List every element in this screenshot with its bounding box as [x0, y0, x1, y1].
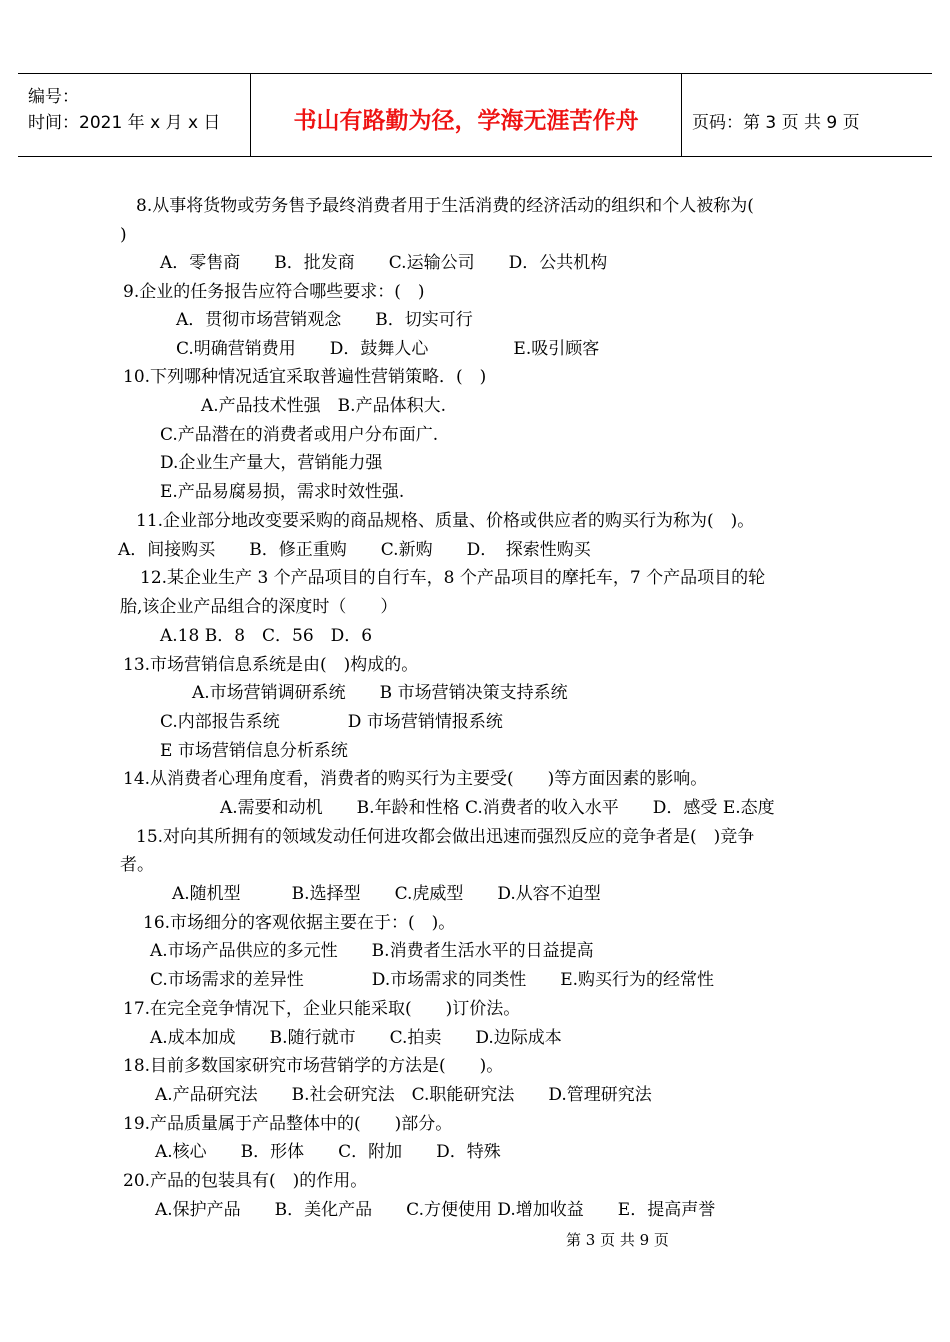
option-line: A.保护产品 B．美化产品 C.方便使用 D.增加收益 E．提高声誉: [155, 1200, 716, 1220]
option-line: A．贯彻市场营销观念 B．切实可行: [176, 310, 473, 330]
header-motto-cell: [251, 74, 682, 156]
option-line: A.产品研究法 B.社会研究法 C.职能研究法 D.管理研究法: [155, 1085, 652, 1105]
option-line: A.产品技术性强 B.产品体积大.: [201, 396, 446, 416]
question-line: 10.下列哪种情况适宜采取普遍性营销策略．( ): [123, 367, 487, 387]
option-line: A.市场营销调研系统 B 市场营销决策支持系统: [192, 683, 568, 703]
option-line: A.随机型 B.选择型 C.虎威型 D.从容不迫型: [172, 884, 601, 904]
option-line: D.企业生产量大，营销能力强: [160, 453, 383, 473]
question-line: 17.在完全竞争情况下，企业只能采取( )订价法。: [123, 999, 521, 1019]
option-line: C.产品潜在的消费者或用户分布面广.: [160, 425, 439, 445]
option-line: E.产品易腐易损，需求时效性强.: [160, 482, 405, 502]
option-line: A.成本加成 B.随行就市 C.拍卖 D.边际成本: [150, 1028, 562, 1048]
serial-number-label: 编号：: [28, 87, 79, 107]
question-line: 18.目前多数国家研究市场营销学的方法是( )。: [123, 1056, 504, 1076]
question-line: 者。: [120, 855, 154, 875]
option-line: A．间接购买 B．修正重购 C.新购 D． 探索性购买: [118, 540, 591, 560]
question-line: 8.从事将货物或劳务售予最终消费者用于生活消费的经济活动的组织和个人被称为(: [136, 196, 754, 216]
question-line: 13.市场营销信息系统是由( )构成的。: [123, 655, 419, 675]
question-line: 20.产品的包装具有( )的作用。: [123, 1171, 368, 1191]
time-label: 时间：2021 年 x 月 x 日: [28, 113, 221, 133]
option-line: A.需要和动机 B.年龄和性格 C.消费者的收入水平 D．感受 E.态度: [220, 798, 775, 818]
question-line: 15.对向其所拥有的领域发动任何进攻都会做出迅速而强烈反应的竞争者是( )竞争: [136, 827, 755, 847]
question-line: 胎,该企业产品组合的深度时（ ）: [120, 597, 398, 617]
question-line: 19.产品质量属于产品整体中的( )部分。: [123, 1114, 453, 1134]
question-line: 11.企业部分地改变要采购的商品规格、质量、价格或供应者的购买行为称为( )。: [136, 511, 755, 531]
page-footer: 第 3 页 共 9 页: [566, 1231, 669, 1249]
option-line: C.明确营销费用 D．鼓舞人心 E.吸引顾客: [176, 339, 600, 359]
question-line: 14.从消费者心理角度看，消费者的购买行为主要受( )等方面因素的影响。: [123, 769, 708, 789]
option-line: A.18 B．8 C．56 D．6: [160, 626, 373, 646]
option-line: A．零售商 B．批发商 C.运输公司 D．公共机构: [160, 253, 608, 273]
motto-text: 书山有路勤为径，学海无涯苦作舟: [293, 108, 639, 134]
page-code: 页码：第 3 页 共 9 页: [692, 113, 860, 133]
option-line: C.内部报告系统 D 市场营销情报系统: [160, 712, 503, 732]
document-header: [18, 73, 932, 157]
question-line: 16.市场细分的客观依据主要在于：( )。: [143, 913, 456, 933]
question-line: 12.某企业生产 3 个产品项目的自行车，8 个产品项目的摩托车，7 个产品项目的轮: [140, 568, 766, 588]
question-line: 9.企业的任务报告应符合哪些要求：( ): [123, 282, 425, 302]
question-line: ): [120, 225, 127, 245]
header-info-cell: [18, 74, 251, 156]
header-page-cell: [682, 74, 932, 156]
option-line: A.核心 B．形体 C．附加 D．特殊: [155, 1142, 501, 1162]
option-line: A.市场产品供应的多元性 B.消费者生活水平的日益提高: [150, 941, 594, 961]
option-line: C.市场需求的差异性 D.市场需求的同类性 E.购买行为的经常性: [150, 970, 715, 990]
option-line: E 市场营销信息分析系统: [160, 741, 348, 761]
